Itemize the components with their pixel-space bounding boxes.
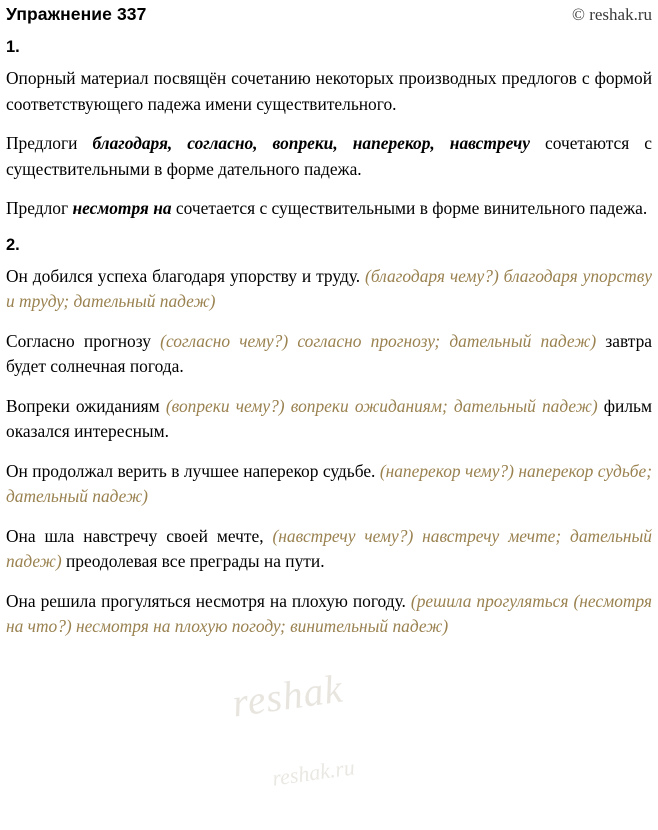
section-number-2: 2. <box>6 235 20 254</box>
paragraph-9 <box>6 589 652 640</box>
text-run-note: (навстречу чему?) навстречу мечте; дательный падеж) <box>6 525 652 571</box>
text-run-note: (решила прогуляться (несмотря на что?) несмотря на плохую погоду; винительный падеж) <box>6 590 652 636</box>
text-run: Опорный материал посвящён сочетанию некоторых производных предлогов с формой соответствующего падежа имени существительного. <box>6 68 652 114</box>
text-run: Вопреки ожиданиям <box>6 395 166 416</box>
paragraph-2 <box>6 131 652 182</box>
paragraph-1 <box>6 66 652 117</box>
section-number-1: 1. <box>6 38 20 56</box>
text-run-emphasis: благодаря, согласно, вопреки, наперекор, навстречу <box>92 133 530 153</box>
text-run-note: (благодаря чему?) благодаря упорству и труду; дательный падеж) <box>6 265 652 311</box>
text-run: Предлоги <box>6 133 93 153</box>
site-credit: © reshak.ru <box>572 5 652 24</box>
text-run-note: (согласно чему?) согласно прогнозу; дательный падеж) <box>160 330 597 351</box>
paragraph-3 <box>6 196 652 222</box>
page-title: Упражнение 337 <box>6 4 147 24</box>
text-run: Он продолжал верить в лучшее наперекор судьбе. <box>6 460 380 481</box>
text-run: Он добился успеха благодаря упорству и труду. <box>6 265 366 286</box>
paragraph-6 <box>6 394 652 445</box>
text-run: сочетается с существительными в форме винительного падежа. <box>171 198 648 218</box>
text-run: Согласно прогнозу <box>6 330 161 351</box>
text-run-emphasis: несмотря на <box>72 198 172 218</box>
watermark-text-secondary: reshak.ru <box>270 754 357 791</box>
page-header <box>4 4 654 25</box>
text-run: фильм оказался интересным. <box>6 395 652 441</box>
document-body <box>4 38 654 640</box>
text-run-note: (вопреки чему?) вопреки ожиданиям; дательный падеж) <box>165 395 598 416</box>
text-run-note: (наперекор чему?) наперекор судьбе; дательный падеж) <box>6 460 653 506</box>
text-run: сочетаются с существительными в форме дательного падежа. <box>6 133 652 179</box>
text-run: завтра будет солнечная погода. <box>6 330 652 376</box>
text-run: Она решила прогуляться несмотря на плохую погоду. <box>6 590 411 611</box>
paragraph-4 <box>6 264 652 315</box>
paragraph-7 <box>6 459 652 510</box>
text-run: преодолевая все преграды на пути. <box>61 551 325 571</box>
watermark-text: reshak <box>229 665 346 726</box>
text-run: Предлог <box>6 198 73 218</box>
paragraph-8 <box>6 524 652 575</box>
paragraph-5 <box>6 329 652 380</box>
text-run: Она шла навстречу своей мечте, <box>6 525 273 546</box>
